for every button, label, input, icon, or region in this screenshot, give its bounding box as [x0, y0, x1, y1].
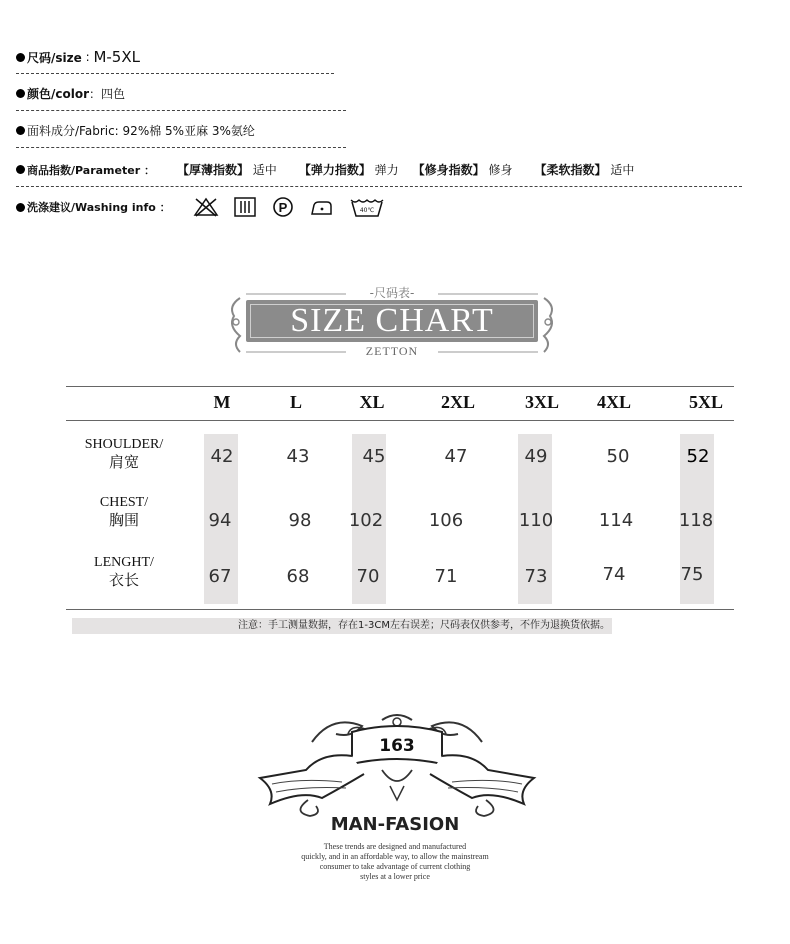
- logo-number: 163: [379, 736, 415, 756]
- row-label-cn: 肩宽: [108, 455, 139, 471]
- measurement-note: 注意：手工测量数据，存在1-3CM左右误差；尺码表仅供参考，不作为退换货依据。: [72, 618, 612, 634]
- table-cell: 52: [686, 446, 710, 467]
- size-table: [66, 386, 734, 610]
- tagline-line: styles at a lower price: [360, 872, 430, 881]
- column-header: 2XL: [440, 392, 475, 412]
- spec-washing: [16, 196, 385, 218]
- divider: [16, 73, 334, 74]
- row-label-cn: 胸围: [108, 513, 139, 529]
- brand-logo: [252, 712, 542, 822]
- spec-color: [16, 85, 125, 102]
- table-cell: 67: [208, 566, 232, 587]
- spec-size-value: M-5XL: [93, 48, 140, 66]
- row-label-chest: [74, 494, 174, 530]
- divider: [16, 186, 742, 187]
- table-cell: 110: [518, 510, 554, 531]
- no-bleach-icon: [193, 196, 219, 218]
- column-header: 4XL: [596, 392, 631, 412]
- banner-top-text: -尺码表-: [369, 286, 415, 300]
- row-label-length: [74, 554, 174, 590]
- column-header: XL: [359, 392, 385, 412]
- param-softness: [535, 161, 635, 178]
- row-label-cn: 衣长: [108, 573, 139, 589]
- param-name: 【柔软指数】: [534, 163, 607, 177]
- table-cell: 71: [434, 566, 458, 587]
- row-label-en: CHEST/: [99, 495, 149, 510]
- bullet-icon: [16, 53, 25, 62]
- spec-color-sep: ：: [89, 87, 102, 101]
- spec-size-label: 尺码/size: [27, 50, 82, 65]
- spec-size: [16, 48, 140, 66]
- table-cell: 98: [288, 510, 312, 531]
- spec-color-value: 四色: [101, 87, 126, 101]
- row-label-en: LENGHT/: [94, 555, 154, 570]
- table-header-rule: [66, 420, 734, 421]
- table-cell: 114: [598, 510, 634, 531]
- param-thickness: [177, 161, 277, 178]
- table-bottom-rule: [66, 609, 734, 610]
- table-cell: 50: [606, 446, 630, 467]
- spec-fabric: [16, 122, 255, 139]
- tagline-line: These trends are designed and manufactured: [323, 842, 467, 851]
- row-label-en: SHOULDER/: [84, 437, 164, 452]
- row-label-shoulder: [74, 436, 174, 472]
- table-cell: 75: [680, 564, 704, 585]
- column-header: 5XL: [688, 392, 723, 412]
- param-value: 修身: [488, 163, 513, 177]
- spec-fabric-value: 92%棉 5%亚麻 3%氨纶: [118, 124, 255, 138]
- param-elasticity: [299, 161, 399, 178]
- spec-parameter: [16, 161, 634, 178]
- param-fit: [413, 161, 513, 178]
- spec-color-label: 颜色/color: [27, 87, 90, 101]
- table-cell: 68: [286, 566, 310, 587]
- column-header: M: [213, 392, 231, 412]
- wash-40c-icon: [349, 196, 385, 218]
- bullet-icon: [16, 203, 25, 212]
- table-cell: 94: [208, 510, 232, 531]
- spec-size-sep: :: [81, 50, 94, 64]
- column-header: L: [289, 392, 302, 412]
- table-cell: 47: [444, 446, 468, 467]
- param-value: 弹力: [374, 163, 399, 177]
- table-cell: 45: [362, 446, 386, 467]
- divider: [16, 147, 346, 148]
- iron-low-icon: [309, 196, 335, 218]
- param-value: 适中: [252, 163, 277, 177]
- table-cell: 70: [356, 566, 380, 587]
- banner-title: SIZE CHART: [290, 302, 494, 339]
- table-cell: 49: [524, 446, 548, 467]
- spec-fabric-label: 面料成分/Fabric:: [27, 124, 119, 138]
- param-name: 【修身指数】: [412, 163, 485, 177]
- param-value: 适中: [610, 163, 635, 177]
- table-cell: 102: [348, 510, 384, 531]
- wash-temp-label: 40℃: [359, 207, 374, 214]
- bullet-icon: [16, 165, 25, 174]
- washing-icons: [193, 196, 385, 218]
- table-cell: 73: [524, 566, 548, 587]
- table-cell: 118: [678, 510, 714, 531]
- svg-text:P: P: [278, 200, 287, 215]
- brand-tagline: [250, 842, 540, 882]
- dry-clean-p-icon: [271, 196, 295, 218]
- banner-bottom-text: ZETTON: [365, 344, 419, 358]
- ribbon-crest-icon: [252, 712, 542, 822]
- table-cell: 106: [428, 510, 464, 531]
- param-name: 【厚薄指数】: [176, 163, 249, 177]
- line-dry-icon: [233, 196, 257, 218]
- divider: [16, 110, 346, 111]
- tagline-line: consumer to take advantage of current clothing: [319, 862, 471, 871]
- table-cell: 43: [286, 446, 310, 467]
- spec-parameter-label: 商品指数/Parameter ：: [27, 163, 155, 177]
- table-cell: 42: [210, 446, 234, 467]
- size-chart-banner: [226, 286, 558, 362]
- bullet-icon: [16, 126, 25, 135]
- tagline-line: quickly, and in an affordable way, to allow the mainstream: [301, 852, 489, 861]
- table-cell: 74: [602, 564, 626, 585]
- spec-washing-label: 洗涤建议/Washing info ：: [27, 201, 171, 214]
- param-name: 【弹力指数】: [298, 163, 371, 177]
- brand-name: MAN-FASION: [330, 814, 460, 835]
- bullet-icon: [16, 89, 25, 98]
- table-top-rule: [66, 386, 734, 387]
- column-header: 3XL: [524, 392, 559, 412]
